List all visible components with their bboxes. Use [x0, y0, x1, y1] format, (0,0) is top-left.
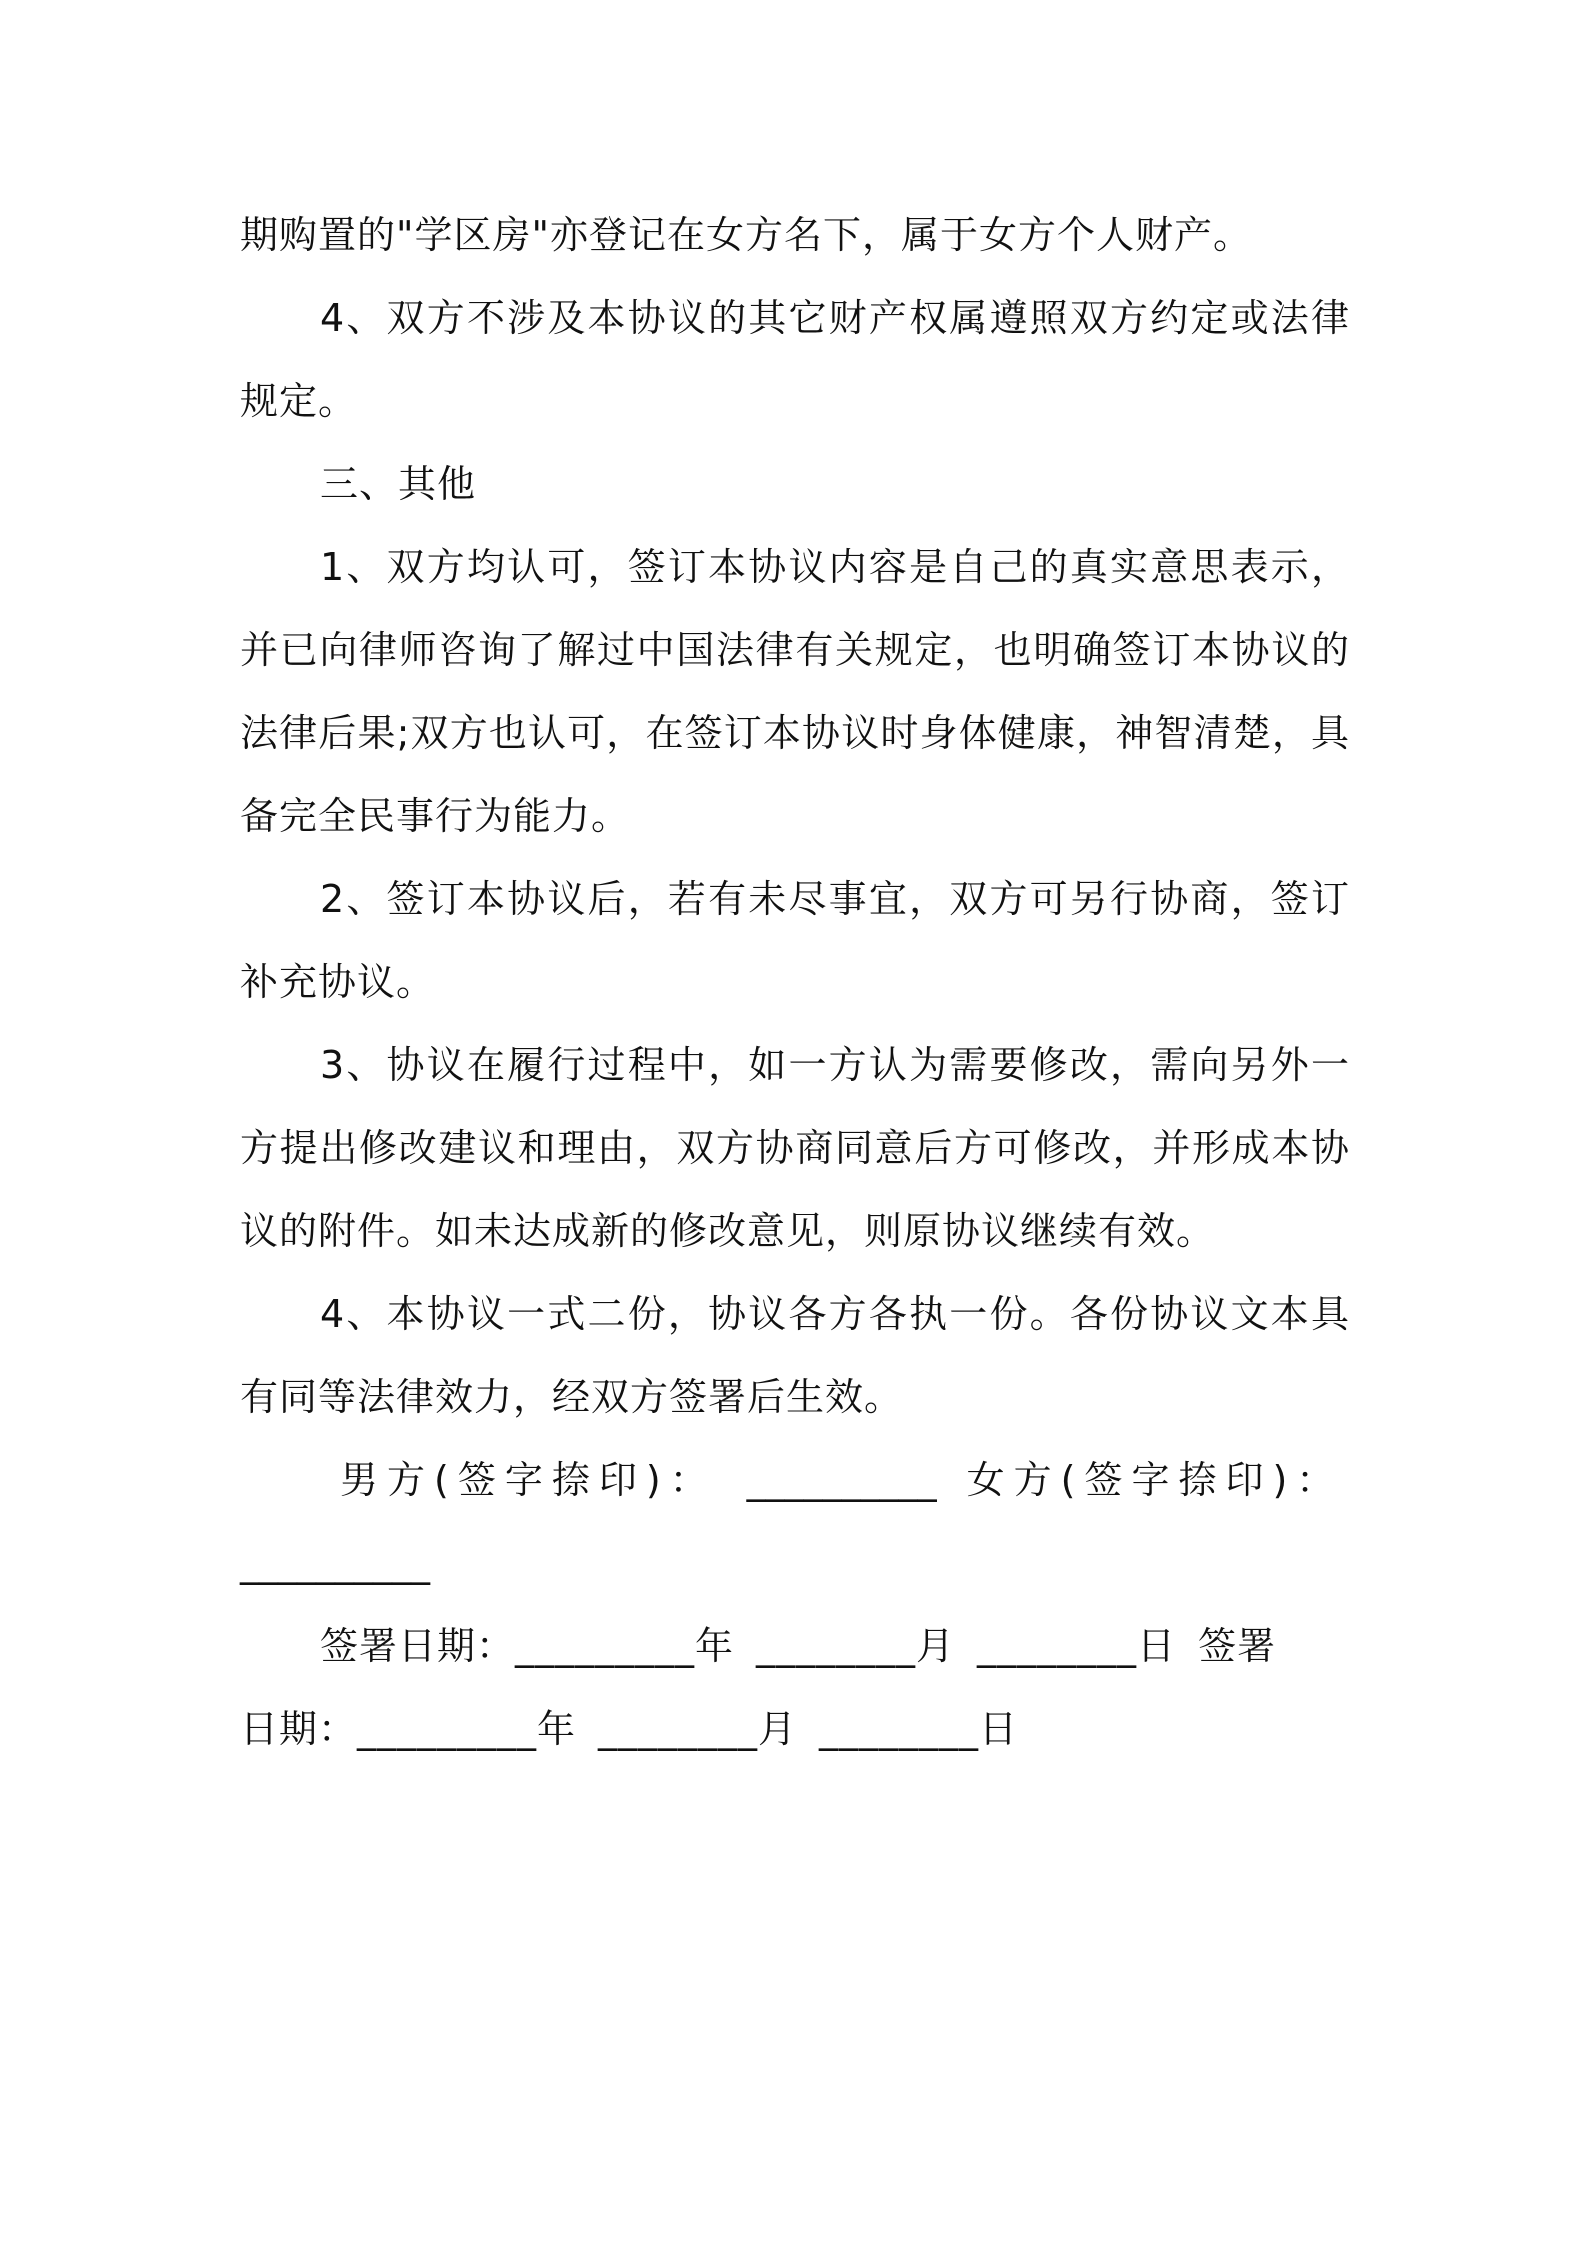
female-signature-label: 女方(签字捺印)： [966, 1458, 1344, 1502]
signature-line [240, 1439, 1350, 1522]
paragraph-property-note: 期购置的"学区房"亦登记在女方名下，属于女方个人财产。 [240, 213, 1252, 257]
signing-date-line-2 [240, 1688, 1350, 1771]
section-heading-other: 三、其他 [320, 462, 477, 506]
male-signature-label: 男方(签字捺印)： [340, 1458, 717, 1502]
year-label-1: 年 [695, 1624, 735, 1668]
day-blank-1[interactable]: ________ [977, 1624, 1138, 1668]
male-signature-blank[interactable]: __________ [746, 1458, 937, 1502]
day-label-1: 日 [1137, 1624, 1177, 1668]
document-body [240, 194, 1350, 1771]
signing-date-line-1 [240, 1605, 1350, 1688]
day-label-2: 日 [979, 1707, 1019, 1751]
month-blank-1[interactable]: ________ [756, 1624, 917, 1668]
paragraph-other-1: 1、双方均认可，签订本协议内容是自己的真实意思表示，并已向律师咨询了解过中国法律有关规定，也明确签订本协议的法律后果;双方也认可，在签订本协议时身体健康，神智清楚，具备完全民事行为能力。 [240, 545, 1350, 838]
paragraph-other-2: 2、签订本协议后，若有未尽事宜，双方可另行协商，签订补充协议。 [240, 877, 1350, 1004]
year-label-2: 年 [537, 1707, 577, 1751]
month-label-1: 月 [916, 1624, 956, 1668]
day-blank-2[interactable]: ________ [819, 1707, 980, 1751]
paragraph-item-4-property: 4、双方不涉及本协议的其它财产权属遵照双方约定或法律规定。 [240, 296, 1350, 423]
signing-date-label: 签署日期： [320, 1624, 516, 1668]
year-blank-1[interactable]: _________ [515, 1624, 696, 1668]
year-blank-2[interactable]: _________ [357, 1707, 538, 1751]
female-signature-blank[interactable]: __________ [240, 1541, 430, 1585]
female-signature-row [240, 1522, 1350, 1605]
month-blank-2[interactable]: ________ [598, 1707, 759, 1751]
date-label-head: 日期： [240, 1707, 358, 1751]
month-label-2: 月 [758, 1707, 798, 1751]
signing-label-tail: 签署 [1198, 1624, 1277, 1668]
paragraph-other-4: 4、本协议一式二份，协议各方各执一份。各份协议文本具有同等法律效力，经双方签署后生效。 [240, 1292, 1350, 1419]
paragraph-other-3: 3、协议在履行过程中，如一方认为需要修改，需向另外一方提出修改建议和理由，双方协商同意后方可修改，并形成本协议的附件。如未达成新的修改意见，则原协议继续有效。 [240, 1043, 1350, 1253]
